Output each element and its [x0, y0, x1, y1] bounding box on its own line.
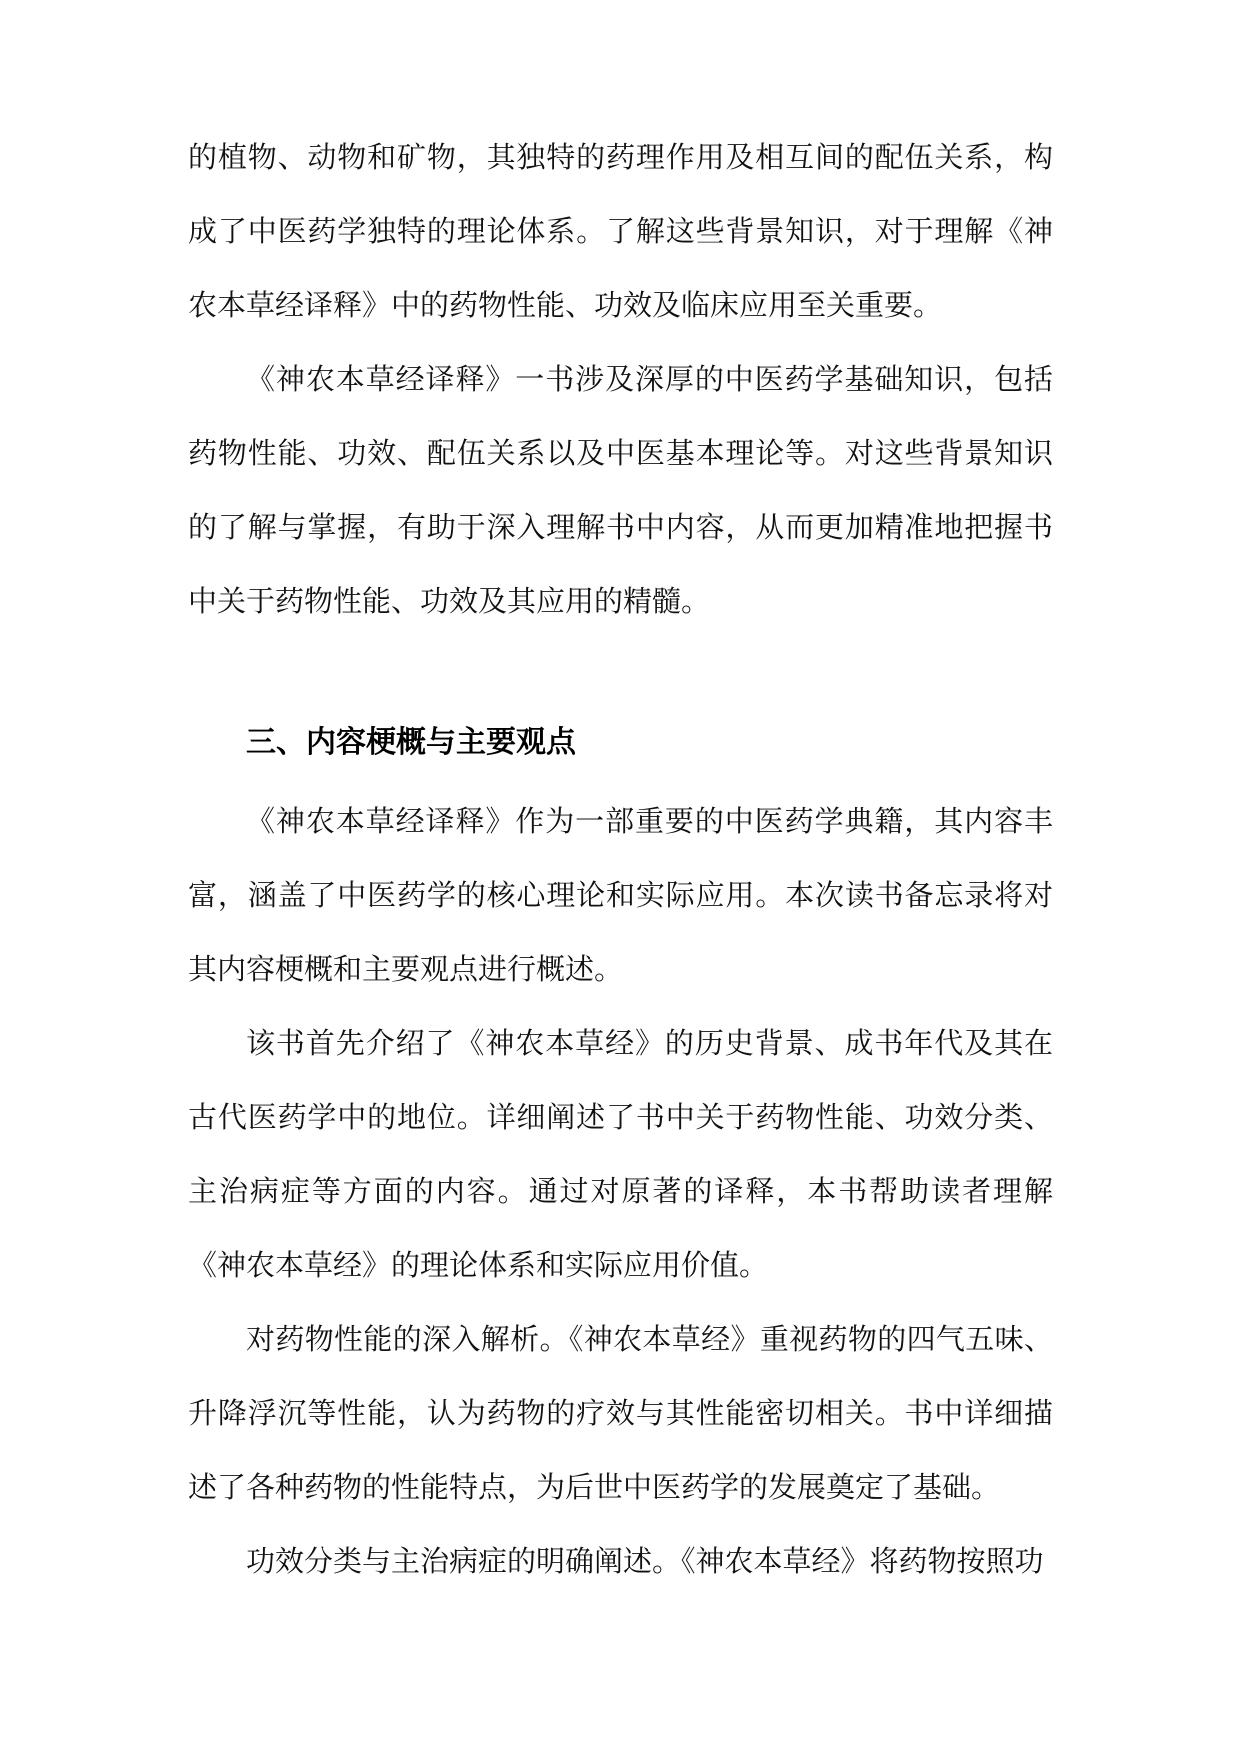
- text-block-bottom: [188, 784, 1053, 1598]
- paragraph-background-knowledge: 《神农本草经译释》一书涉及深厚的中医药学基础知识，包括药物性能、功效、配伍关系以及中医基本理论等。对这些背景知识的了解与掌握，有助于深入理解书中内容，从而更加精准地把握书中关于药物性能、功效及其应用的精髓。: [188, 362, 1053, 618]
- paragraph-drug-properties: 对药物性能的深入解析。《神农本草经》重视药物的四气五味、升降浮沉等性能，认为药物的疗效与其性能密切相关。书中详细描述了各种药物的性能特点，为后世中医药学的发展奠定了基础。: [188, 1322, 1053, 1504]
- paragraph-overview: 《神农本草经译释》作为一部重要的中医药学典籍，其内容丰富，涵盖了中医药学的核心理论和实际应用。本次读书备忘录将对其内容梗概和主要观点进行概述。: [188, 804, 1053, 986]
- paragraph-continued: 的植物、动物和矿物，其独特的药理作用及相互间的配伍关系，构成了中医药学独特的理论体系。了解这些背景知识，对于理解《神农本草经译释》中的药物性能、功效及临床应用至关重要。: [188, 140, 1053, 322]
- text-block-section: [188, 706, 1053, 780]
- section-heading: 三、内容梗概与主要观点: [246, 725, 576, 760]
- paragraph-efficacy-classification: 功效分类与主治病症的明确阐述。《神农本草经》将药物按照功: [246, 1544, 1044, 1578]
- text-block-top: [188, 120, 1053, 638]
- paragraph-book-introduction: 该书首先介绍了《神农本草经》的历史背景、成书年代及其在古代医药学中的地位。详细阐述了书中关于药物性能、功效分类、主治病症等方面的内容。通过对原著的译释，本书帮助读者理解《神农本草经》的理论体系和实际应用价值。: [188, 1026, 1053, 1282]
